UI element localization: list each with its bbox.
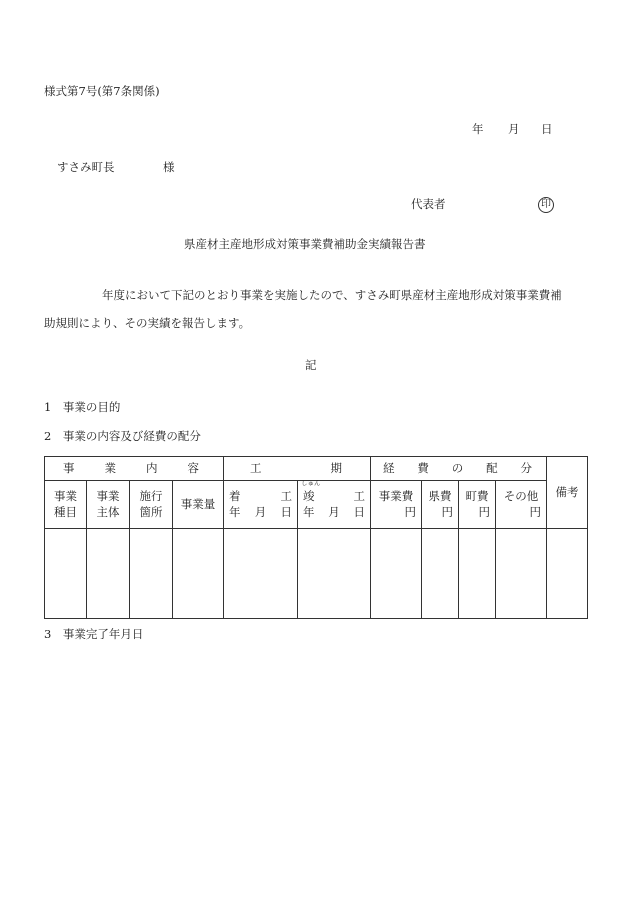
section-purpose: 1 事業の目的 [44,400,121,414]
col-construction-site [130,481,173,529]
col-end-char-main: 竣 [303,488,315,503]
col-end-char: 工 [353,488,365,503]
furigana: しゅん [301,478,321,487]
col-town-cost-unit: 円 [478,504,490,519]
col-end-month: 月 [328,504,340,519]
header-content [45,457,224,481]
table-cell [45,529,87,619]
col-start-date [224,481,298,529]
table-cell [87,529,130,619]
col-end-char [301,478,321,505]
col-project-amount: 事業量 [173,481,224,529]
header-content-char: 容 [187,460,199,475]
table-cell [224,529,298,619]
header-cost-char: の [451,460,464,475]
seal-mark: 印 [538,197,554,213]
col-prefecture-cost [422,481,459,529]
header-cost-char: 費 [417,460,429,475]
col-project-cost-label: 事業費 [378,488,414,503]
header-content-char: 事 [63,460,75,475]
header-cost-char: 配 [486,460,498,475]
addressee-honorific: 様 [163,160,175,174]
table-cell [459,529,496,619]
body-line-1: 年度において下記のとおり事業を実施したので、すさみ町県産材主産地形成対策事業費補 [102,288,562,302]
date-day-label: 日 [541,122,553,136]
col-construction-site-line2: 箇所 [139,504,163,519]
form-number: 様式第7号(第7条関係) [44,84,160,98]
col-start-day: 日 [280,504,292,519]
header-work-char: 工 [250,460,262,475]
col-project-entity-line1: 事業 [96,488,120,503]
header-cost-allocation [371,457,547,481]
ki-heading: 記 [305,358,317,372]
section-completion-date: 3 事業完了年月日 [44,627,144,641]
col-prefecture-cost-unit: 円 [441,504,453,519]
table-cell [173,529,224,619]
header-cost-char: 分 [520,460,532,475]
header-work-period [224,457,371,481]
col-project-type [45,481,87,529]
col-end-year: 年 [303,504,315,519]
col-start-year: 年 [229,504,241,519]
col-end-day: 日 [353,504,365,519]
table-cell [547,529,588,619]
col-start-char: 着 [229,488,241,503]
col-project-entity [87,481,130,529]
col-project-type-line2: 種目 [54,504,77,519]
header-work-char: 期 [330,460,342,475]
date-month-label: 月 [508,122,520,136]
col-town-cost [459,481,496,529]
table-cell [422,529,459,619]
content-allocation-table [44,456,588,619]
addressee-mayor: すさみ町長 [57,160,115,174]
col-start-char: 工 [280,488,292,503]
date-year-label: 年 [472,122,484,136]
col-other-cost-unit: 円 [529,504,541,519]
col-project-cost-unit: 円 [404,504,416,519]
col-other-cost [496,481,547,529]
col-start-month: 月 [254,504,267,519]
col-prefecture-cost-label: 県費 [428,488,452,503]
table-cell [298,529,371,619]
header-content-char: 内 [146,460,158,475]
col-completion-date [298,478,371,529]
document-title: 県産材主産地形成対策事業費補助金実績報告書 [184,237,426,251]
col-project-entity-line2: 主体 [96,504,120,519]
table-cell [496,529,547,619]
col-project-type-line1: 事業 [54,488,77,503]
col-other-cost-label: その他 [503,488,539,503]
table-cell [130,529,173,619]
col-project-cost [371,481,422,529]
header-content-char: 業 [104,460,116,475]
col-town-cost-label: 町費 [465,488,489,503]
representative-label: 代表者 [411,197,446,211]
body-line-2: 助規則により、その実績を報告します。 [44,316,251,330]
table-row [45,529,588,619]
section-content-allocation: 2 事業の内容及び経費の配分 [44,429,201,443]
col-construction-site-line1: 施行 [139,488,163,503]
header-remarks: 備考 [547,457,588,529]
table-cell [371,529,422,619]
header-cost-char: 経 [383,460,395,475]
